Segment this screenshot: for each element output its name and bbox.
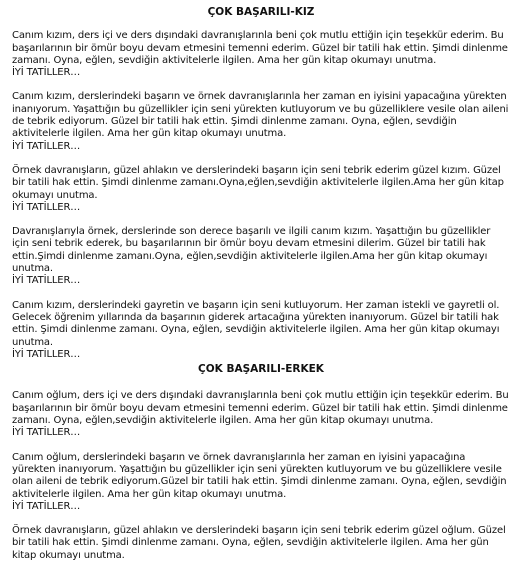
paragraph-text: Örnek davranışların, güzel ahlakın ve derslerindeki başarın için seni tebrik ederim güzel kızım. Güzel bir tatili hak ettin. Şimdi dinlenme zamanı.Oyna,eğlen,sevdiğin aktivitelerle ilgilen.Ama her gün kitap okumayı unutma. [12, 164, 504, 201]
paragraph-boy-2 [12, 452, 510, 513]
paragraph-text: Canım oğlum, derslerindeki başarın ve örnek davranışlarınla her zaman en iyisini yapacağına yürekten inanıyorum. Yaşattığın bu güzellikler için seni yürekten kutluyorum ve bu güzelliklere vesile olan aileni de tebrik ediyorum.Güzel bir tatili hak ettin. Şimdi dinlenme zamanı. Oyna, eğlen, sevdiğin aktivitelerle ilgilen. Ama her gün kitap okumayı unutma. [12, 451, 507, 500]
paragraph-girl-3 [12, 165, 510, 214]
section-title-boy: ÇOK BAŞARILI-ERKEK [198, 363, 324, 376]
paragraph-text: Örnek davranışların, güzel ahlakın ve derslerindeki başarın için seni tebrik ederim güzel oğlum. Güzel bir tatili hak ettin. Şimdi dinlenme zamanı. Oyna, eğlen, sevdiğin aktivitelerle ilgilen. Ama her gün kitap okumayı unutma. [12, 525, 506, 561]
paragraph-text: Davranışlarıyla örnek, derslerinde son derece başarılı ve ilgili canım kızım. Yaşattığın bu güzellikler için seni tebrik ederek, bu başarılarının bir ömür boyu devam etmesini dilerim. Güzel bir tatili hak ettin.Şimdi dinlenme zamanı.Oyna, eğlen,sevdiğin aktivitelerle ilgilen.Ama her gün kitap okumayı unutma. [12, 226, 491, 275]
paragraph-closing: İYİ TATİLLER… [12, 348, 81, 360]
paragraph-text: Canım kızım, derslerindeki başarın ve örnek davranışlarınla her zaman en iyisini yapacağına yürekten inanıyorum. Yaşattığın bu güzellikler için seni yürekten kutluyorum ve bu güzelliklere vesile olan aileni de tebrik ediyorum. Güzel bir tatili hak ettin. Şimdi dinlenme zamanı. Oyna, eğlen, sevdiğin aktivitelerle ilgilen. Ama her gün kitap okumayı unutma. [12, 91, 509, 140]
paragraph-closing: İYİ TATİLLER… [12, 201, 81, 213]
section-title-girl: ÇOK BAŞARILI-KIZ [207, 6, 315, 18]
paragraph-closing: İYİ TATİLLER… [12, 500, 81, 512]
paragraph-girl-1 [12, 30, 510, 79]
paragraph-closing: İYİ TATİLLER… [12, 67, 81, 79]
paragraph-girl-4 [12, 226, 510, 287]
paragraph-boy-1 [12, 390, 510, 439]
paragraph-girl-2 [12, 91, 510, 152]
paragraph-text: Canım oğlum, ders içi ve ders dışındaki davranışlarınla beni çok mutlu ettiğin için teşekkür ederim. Bu başarılarının bir ömür boyu devam etmesini temenni ederim. Güzel bir tatili hak ettin. Şimdi dinlenme zamanı. Oyna, eğlen,sevdiğin aktivitelerle ilgilen. Ama her gün kitap okumayı unutma. [12, 390, 509, 427]
paragraph-text: Canım kızım, derslerindeki gayretin ve başarın için seni kutluyorum. Her zaman istekli ve gayretli ol. Gelecek öğrenim yıllarında da başarının giderek artacağına yürekten inanıyorum. Güzel bir tatili hak ettin. Şimdi dinlenme zamanı. Oyna, eğlen, sevdiğin aktivitelerle ilgilen. Ama her gün kitap okumayı unutma. [12, 299, 500, 348]
paragraph-closing: İYİ TATİLLER… [12, 427, 81, 439]
paragraph-closing: İYİ TATİLLER… [12, 275, 81, 287]
paragraph-closing: İYİ TATİLLER… [12, 140, 81, 152]
paragraph-text: Canım kızım, ders içi ve ders dışındaki davranışlarınla beni çok mutlu ettiğin için teşekkür ederim. Bu başarılarının bir ömür boyu devam etmesini temenni ederim. Güzel bir tatili hak ettin. Şimdi dinlenme zamanı. Oyna, eğlen, sevdiğin aktivitelerle ilgilen. Ama her gün kitap okumayı unutma. [12, 30, 508, 66]
paragraph-boy-3 [12, 525, 510, 562]
paragraph-girl-5 [12, 300, 510, 361]
